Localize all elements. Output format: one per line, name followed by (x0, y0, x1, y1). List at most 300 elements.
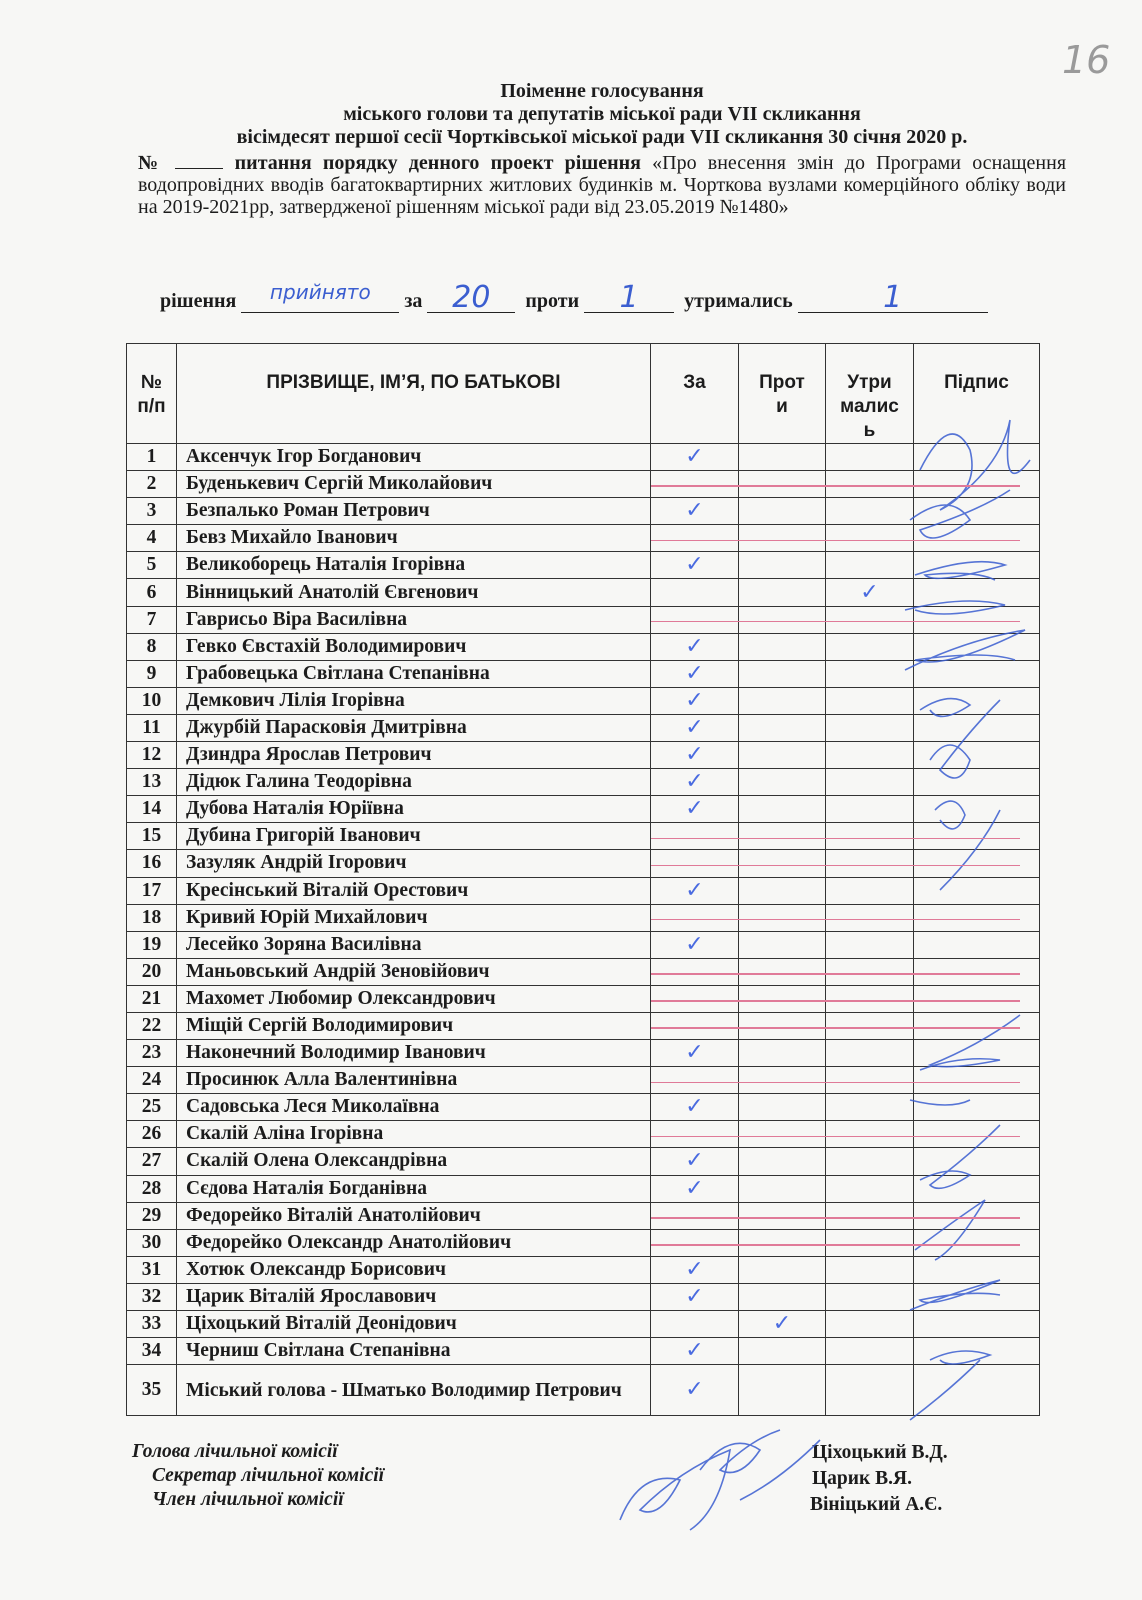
vote-proty-cell (739, 714, 826, 741)
row-number: 22 (127, 1012, 177, 1039)
vote-za-cell (651, 823, 739, 850)
vote-proty-cell (739, 1311, 826, 1338)
signature-cell (914, 850, 1040, 877)
row-name: Кресінський Віталій Орестович (177, 877, 651, 904)
signature-cell (914, 633, 1040, 660)
vote-proty-cell (739, 958, 826, 985)
vote-za-cell (651, 1229, 739, 1256)
table-row (127, 1040, 1040, 1067)
row-number: 30 (127, 1229, 177, 1256)
col-num-header: № п/п (127, 344, 177, 444)
signature-cell (914, 1202, 1040, 1229)
vote-utr-cell (826, 769, 914, 796)
table-row (127, 823, 1040, 850)
signature-cell (914, 525, 1040, 552)
vote-proty-cell (739, 1175, 826, 1202)
row-number: 33 (127, 1311, 177, 1338)
signature-cell (914, 769, 1040, 796)
signature-cell (914, 1121, 1040, 1148)
signature-cell (914, 958, 1040, 985)
vote-utr-cell (826, 471, 914, 498)
doc-subtitle: міського голови та депутатів міської ради VII скликання (343, 103, 861, 125)
vote-proty-cell (739, 1365, 826, 1416)
strike-line (651, 1244, 1020, 1246)
vote-utr-cell (826, 1338, 914, 1365)
table-row (127, 796, 1040, 823)
table-row (127, 1365, 1040, 1416)
row-name: Махомет Любомир Олександрович (177, 985, 651, 1012)
signature-cell (914, 471, 1040, 498)
za-label: за (404, 290, 423, 312)
strike-line (651, 621, 1020, 623)
vote-utr-cell (826, 525, 914, 552)
row-name: Дубина Григорій Іванович (177, 823, 651, 850)
row-number: 17 (127, 877, 177, 904)
strike-line (651, 485, 1020, 487)
row-name: Буденькевич Сергій Миколайович (177, 471, 651, 498)
vote-za-cell (651, 687, 739, 714)
row-name: Аксенчук Ігор Богданович (177, 444, 651, 471)
decision-line (160, 280, 988, 315)
row-number: 6 (127, 579, 177, 606)
row-number: 19 (127, 931, 177, 958)
signature-cell (914, 904, 1040, 931)
signature-cell (914, 1338, 1040, 1365)
row-name: Лесейко Зоряна Василівна (177, 931, 651, 958)
vote-utr-cell (826, 552, 914, 579)
table-row (127, 1067, 1040, 1094)
signature-scribble (620, 1450, 730, 1530)
vote-za-cell (651, 498, 739, 525)
vote-za-cell (651, 850, 739, 877)
vote-utr-cell (826, 606, 914, 633)
row-number: 7 (127, 606, 177, 633)
vote-proty-cell (739, 1040, 826, 1067)
check-icon: ✓ (685, 769, 704, 795)
row-name: Федорейко Віталій Анатолійович (177, 1202, 651, 1229)
vote-za-cell (651, 1175, 739, 1202)
signature-cell (914, 579, 1040, 606)
decision-value: прийнято (269, 280, 371, 304)
commission-head-label: Голова лічильної комісії (132, 1441, 338, 1462)
utr-label: утримались (684, 290, 793, 312)
vote-utr-cell (826, 579, 914, 606)
row-number: 25 (127, 1094, 177, 1121)
signature-cell (914, 552, 1040, 579)
row-number: 27 (127, 1148, 177, 1175)
row-number: 12 (127, 742, 177, 769)
check-icon: ✓ (685, 877, 704, 903)
signature-cell (914, 877, 1040, 904)
vote-utr-cell (826, 1148, 914, 1175)
vote-utr-cell (826, 904, 914, 931)
row-name: Демкович Лілія Ігорівна (177, 687, 651, 714)
check-icon: ✓ (685, 1256, 704, 1282)
vote-utr-cell (826, 1256, 914, 1283)
vote-utr-cell (826, 1094, 914, 1121)
vote-utr-cell (826, 850, 914, 877)
row-number: 15 (127, 823, 177, 850)
signature-cell (914, 823, 1040, 850)
decision-label: рішення (160, 290, 237, 312)
row-name: Ціхоцький Віталій Деонідович (177, 1311, 651, 1338)
signature-cell (914, 1256, 1040, 1283)
vote-proty-cell (739, 1229, 826, 1256)
vote-za-cell (651, 985, 739, 1012)
signature-cell (914, 606, 1040, 633)
vote-za-cell (651, 1202, 739, 1229)
num-label: № (138, 152, 165, 174)
proty-label: проти (525, 290, 580, 312)
vote-utr-cell (826, 1311, 914, 1338)
table-row (127, 1012, 1040, 1039)
row-name: Безпалько Роман Петрович (177, 498, 651, 525)
vote-table (126, 343, 1040, 1416)
row-number: 16 (127, 850, 177, 877)
table-row (127, 714, 1040, 741)
vote-proty-cell (739, 877, 826, 904)
row-number: 28 (127, 1175, 177, 1202)
signature-cell (914, 1283, 1040, 1310)
row-number: 14 (127, 796, 177, 823)
table-row (127, 444, 1040, 471)
row-name: Скалій Аліна Ігорівна (177, 1121, 651, 1148)
vote-za-cell (651, 444, 739, 471)
row-number: 5 (127, 552, 177, 579)
signature-cell (914, 1229, 1040, 1256)
check-icon: ✓ (685, 796, 704, 822)
vote-za-cell (651, 1365, 739, 1416)
row-number: 2 (127, 471, 177, 498)
za-value-field (427, 280, 515, 315)
row-name: Черниш Світлана Степанівна (177, 1338, 651, 1365)
check-icon: ✓ (685, 1040, 704, 1066)
row-number: 8 (127, 633, 177, 660)
vote-utr-cell (826, 1283, 914, 1310)
table-row (127, 633, 1040, 660)
row-name: Міщій Сергій Володимирович (177, 1012, 651, 1039)
table-row (127, 471, 1040, 498)
check-icon: ✓ (685, 742, 704, 768)
row-name: Грабовецька Світлана Степанівна (177, 660, 651, 687)
za-value: 20 (452, 280, 491, 315)
commission-labels (132, 1440, 384, 1512)
check-icon: ✓ (685, 1094, 704, 1120)
vote-za-cell (651, 1256, 739, 1283)
check-icon: ✓ (685, 1338, 704, 1364)
vote-za-cell (651, 931, 739, 958)
signature-scribble (740, 1440, 820, 1500)
vote-proty-cell (739, 931, 826, 958)
row-number: 18 (127, 904, 177, 931)
vote-proty-cell (739, 1283, 826, 1310)
col-name-header: ПРІЗВИЩЕ, ІМ’Я, ПО БАТЬКОВІ (177, 344, 651, 444)
signature-cell (914, 687, 1040, 714)
vote-proty-cell (739, 850, 826, 877)
row-name: Дідюк Галина Теодорівна (177, 769, 651, 796)
vote-utr-cell (826, 660, 914, 687)
vote-proty-cell (739, 471, 826, 498)
item-number-blank (175, 154, 223, 169)
table-row (127, 769, 1040, 796)
signature-cell (914, 1311, 1040, 1338)
row-number: 26 (127, 1121, 177, 1148)
table-row (127, 1283, 1040, 1310)
signature-cell (914, 1067, 1040, 1094)
vote-proty-cell (739, 687, 826, 714)
vote-utr-cell (826, 1365, 914, 1416)
vote-utr-cell (826, 877, 914, 904)
session-line: вісімдесят першої сесії Чортківської міської ради VII скликання 30 січня 2020 р. (236, 126, 968, 148)
table-row (127, 1338, 1040, 1365)
row-name: Дзиндра Ярослав Петрович (177, 742, 651, 769)
table-row (127, 931, 1040, 958)
strike-line (651, 838, 1020, 840)
row-number: 13 (127, 769, 177, 796)
vote-za-cell (651, 471, 739, 498)
vote-proty-cell (739, 1094, 826, 1121)
vote-proty-cell (739, 1012, 826, 1039)
table-row (127, 850, 1040, 877)
signature-cell (914, 1040, 1040, 1067)
row-name: Вінницький Анатолій Євгенович (177, 579, 651, 606)
table-row (127, 904, 1040, 931)
vote-utr-cell (826, 985, 914, 1012)
row-number: 20 (127, 958, 177, 985)
strike-line (651, 1217, 1020, 1219)
commission-names (812, 1440, 948, 1518)
vote-proty-cell (739, 985, 826, 1012)
table-row (127, 660, 1040, 687)
table-row (127, 606, 1040, 633)
signature-cell (914, 1012, 1040, 1039)
vote-proty-cell (739, 796, 826, 823)
check-icon: ✓ (685, 552, 704, 578)
table-row (127, 525, 1040, 552)
vote-za-cell (651, 958, 739, 985)
strike-line (651, 1000, 1020, 1002)
check-icon: ✓ (772, 1311, 792, 1337)
row-number: 32 (127, 1283, 177, 1310)
vote-utr-cell (826, 714, 914, 741)
row-name: Джурбій Парасковія Дмитрівна (177, 714, 651, 741)
vote-za-cell (651, 714, 739, 741)
page-number: 16 (1062, 38, 1111, 82)
vote-proty-cell (739, 660, 826, 687)
vote-utr-cell (826, 958, 914, 985)
table-row (127, 958, 1040, 985)
table-row (127, 877, 1040, 904)
row-number: 3 (127, 498, 177, 525)
signature-cell (914, 444, 1040, 471)
row-name: Зазуляк Андрій Ігорович (177, 850, 651, 877)
commission-head-name: Ціхоцький В.Д. (812, 1442, 948, 1463)
signature-cell (914, 1148, 1040, 1175)
proty-value-field (584, 280, 674, 315)
check-icon: ✓ (685, 1283, 704, 1309)
vote-za-cell (651, 1067, 739, 1094)
check-icon: ✓ (685, 633, 704, 659)
vote-za-cell (651, 1121, 739, 1148)
row-name: Сєдова Наталія Богданівна (177, 1175, 651, 1202)
row-number: 4 (127, 525, 177, 552)
row-name: Просинюк Алла Валентинівна (177, 1067, 651, 1094)
row-name: Скалій Олена Олександрівна (177, 1148, 651, 1175)
vote-proty-cell (739, 742, 826, 769)
vote-utr-cell (826, 633, 914, 660)
vote-utr-cell (826, 498, 914, 525)
vote-proty-cell (739, 525, 826, 552)
vote-za-cell (651, 579, 739, 606)
vote-proty-cell (739, 633, 826, 660)
table-row (127, 1229, 1040, 1256)
vote-utr-cell (826, 444, 914, 471)
item-label: питання порядку денного проект рішення (234, 152, 641, 174)
check-icon: ✓ (685, 714, 704, 740)
strike-line (651, 973, 1020, 975)
vote-utr-cell (826, 1202, 914, 1229)
row-number: 35 (127, 1365, 177, 1416)
vote-proty-cell (739, 579, 826, 606)
vote-za-cell (651, 525, 739, 552)
commission-secretary-name: Царик В.Я. (812, 1468, 912, 1489)
signature-cell (914, 742, 1040, 769)
row-name: Гаврисьо Віра Василівна (177, 606, 651, 633)
vote-utr-cell (826, 687, 914, 714)
vote-za-cell (651, 1148, 739, 1175)
row-number: 31 (127, 1256, 177, 1283)
utr-value-field (798, 280, 988, 315)
proty-value: 1 (619, 280, 639, 315)
signature-cell (914, 1094, 1040, 1121)
col-proty-header: Прот и (739, 344, 826, 444)
check-icon: ✓ (685, 687, 704, 713)
row-name: Кривий Юрій Михайлович (177, 904, 651, 931)
row-name: Федорейко Олександр Анатолійович (177, 1229, 651, 1256)
strike-line (651, 1082, 1020, 1084)
table-row (127, 742, 1040, 769)
table-row (127, 687, 1040, 714)
table-row (127, 1311, 1040, 1338)
strike-line (651, 540, 1020, 542)
doc-title: Поіменне голосування (500, 80, 704, 102)
row-number: 29 (127, 1202, 177, 1229)
row-name: Бевз Михайло Іванович (177, 525, 651, 552)
strike-line (651, 1027, 1020, 1029)
vote-za-cell (651, 1311, 739, 1338)
row-name: Великоборець Наталія Ігорівна (177, 552, 651, 579)
check-icon: ✓ (685, 498, 704, 524)
row-name: Садовська Леся Миколаївна (177, 1094, 651, 1121)
check-icon: ✓ (685, 660, 704, 686)
vote-proty-cell (739, 552, 826, 579)
table-row (127, 1094, 1040, 1121)
vote-utr-cell (826, 1121, 914, 1148)
vote-utr-cell (826, 823, 914, 850)
table-row (127, 1256, 1040, 1283)
row-name: Хотюк Олександр Борисович (177, 1256, 651, 1283)
row-name: Міський голова - Шматько Володимир Петрович (177, 1365, 651, 1416)
table-row (127, 1202, 1040, 1229)
vote-utr-cell (826, 931, 914, 958)
signature-cell (914, 660, 1040, 687)
row-number: 23 (127, 1040, 177, 1067)
signature-cell (914, 931, 1040, 958)
vote-za-cell (651, 769, 739, 796)
check-icon: ✓ (685, 931, 704, 957)
vote-za-cell (651, 742, 739, 769)
col-sign-header: Підпис (914, 344, 1040, 444)
table-row (127, 1121, 1040, 1148)
vote-proty-cell (739, 904, 826, 931)
check-icon: ✓ (685, 1148, 704, 1174)
vote-utr-cell (826, 1175, 914, 1202)
vote-proty-cell (739, 1256, 826, 1283)
vote-utr-cell (826, 796, 914, 823)
vote-za-cell (651, 1338, 739, 1365)
row-name: Дубова Наталія Юріївна (177, 796, 651, 823)
vote-utr-cell (826, 1229, 914, 1256)
item-text: «Про внесення змін до Програми оснащення водопровідних вводів багатоквартирних житлових будинків м. Чорткова вузлами комерційного обліку води на 2019-2021рр, затвердженої рішенням міської ради від 23.05.2019 №1480» (138, 152, 1067, 218)
table-row (127, 1175, 1040, 1202)
vote-proty-cell (739, 498, 826, 525)
row-number: 34 (127, 1338, 177, 1365)
check-icon: ✓ (860, 579, 879, 605)
col-za-header: За (651, 344, 739, 444)
check-icon: ✓ (685, 1377, 704, 1403)
vote-proty-cell (739, 769, 826, 796)
vote-proty-cell (739, 1121, 826, 1148)
decision-value-field (241, 280, 399, 313)
vote-proty-cell (739, 1148, 826, 1175)
row-number: 11 (127, 714, 177, 741)
table-row (127, 552, 1040, 579)
row-number: 21 (127, 985, 177, 1012)
vote-za-cell (651, 904, 739, 931)
commission-secretary-label: Секретар лічильної комісії (152, 1465, 385, 1486)
check-icon: ✓ (685, 444, 704, 470)
vote-utr-cell (826, 1040, 914, 1067)
table-row (127, 1148, 1040, 1175)
row-number: 1 (127, 444, 177, 471)
utr-value: 1 (883, 280, 903, 315)
signature-cell (914, 498, 1040, 525)
vote-za-cell (651, 796, 739, 823)
vote-za-cell (651, 1040, 739, 1067)
vote-proty-cell (739, 1202, 826, 1229)
vote-za-cell (651, 633, 739, 660)
row-name: Царик Віталій Ярославович (177, 1283, 651, 1310)
signature-cell (914, 1175, 1040, 1202)
row-number: 9 (127, 660, 177, 687)
vote-za-cell (651, 877, 739, 904)
vote-za-cell (651, 606, 739, 633)
vote-proty-cell (739, 823, 826, 850)
row-number: 24 (127, 1067, 177, 1094)
signature-cell (914, 985, 1040, 1012)
vote-za-cell (651, 1283, 739, 1310)
strike-line (651, 865, 1020, 867)
row-name: Маньовський Андрій Зеновійович (177, 958, 651, 985)
row-number: 10 (127, 687, 177, 714)
table-row (127, 985, 1040, 1012)
vote-utr-cell (826, 742, 914, 769)
check-icon: ✓ (685, 1175, 704, 1201)
vote-utr-cell (826, 1067, 914, 1094)
commission-member-name: Вініцький А.Є. (810, 1494, 943, 1515)
vote-za-cell (651, 1094, 739, 1121)
vote-utr-cell (826, 1012, 914, 1039)
